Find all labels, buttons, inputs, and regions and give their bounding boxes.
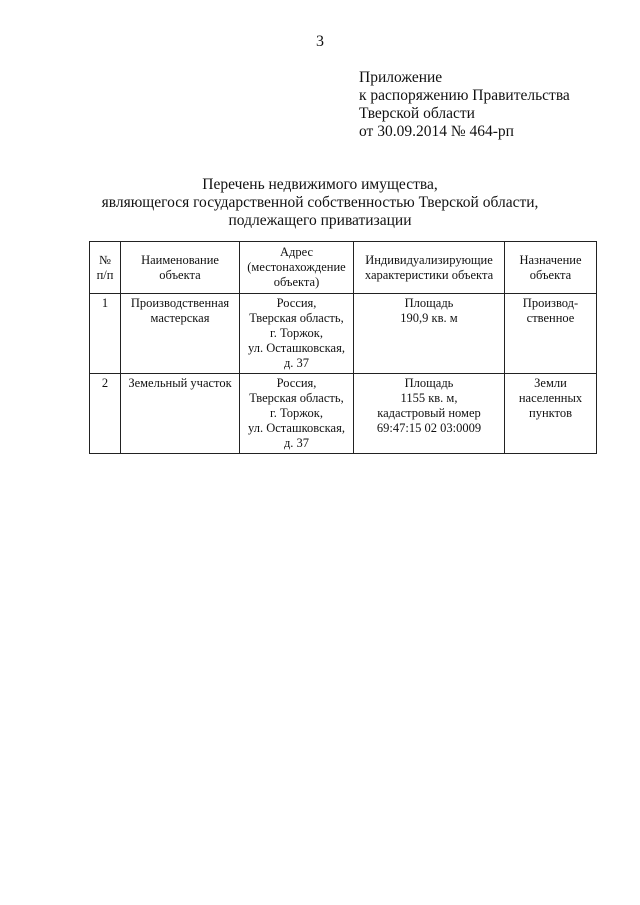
property-table	[89, 241, 597, 454]
cell-line: мастерская	[150, 311, 210, 325]
cell-line: Тверская область,	[249, 391, 344, 405]
title-line: подлежащего приватизации	[228, 212, 412, 229]
cell-line: ул. Осташковская,	[248, 421, 345, 435]
header-line: Индивидуализирующие	[365, 252, 493, 267]
title-line: являющегося государственной собственностью Тверской области,	[101, 194, 539, 211]
cell-address	[240, 374, 354, 454]
table-row	[90, 294, 597, 374]
cell-line: Производственная	[130, 296, 230, 310]
header-line: Адрес	[279, 245, 314, 259]
cell-num: 2	[90, 374, 121, 454]
cell-name	[121, 294, 240, 374]
appendix-line: Приложение	[359, 69, 443, 86]
cell-line: 69:47:15 02 03:0009	[376, 421, 482, 435]
appendix-block	[359, 69, 570, 141]
header-line: Наименование	[141, 252, 219, 267]
header-line: (местонахождение	[247, 260, 346, 274]
table-row	[90, 374, 597, 454]
header-line: п/п	[96, 267, 114, 282]
title-line: Перечень недвижимого имущества,	[202, 176, 438, 193]
header-purpose	[505, 242, 597, 294]
header-line: объекта	[529, 267, 572, 282]
document-title	[0, 176, 640, 230]
header-line: №	[99, 252, 111, 267]
cell-line: населенных	[518, 391, 583, 405]
cell-line: Россия,	[276, 296, 317, 310]
header-num	[90, 242, 121, 294]
appendix-line: от 30.09.2014 № 464-рп	[359, 123, 514, 140]
cell-line: Производ-	[522, 296, 579, 310]
cell-line: Земли	[534, 376, 567, 390]
cell-line: Земельный участок	[128, 376, 232, 390]
cell-line: д. 37	[283, 356, 310, 370]
cell-line: кадастровый номер	[377, 406, 481, 420]
cell-line: ственное	[526, 311, 575, 325]
cell-line: ул. Осташковская,	[248, 341, 345, 355]
cell-line: Россия,	[276, 376, 317, 390]
cell-line: Площадь	[404, 376, 454, 390]
header-address	[240, 242, 354, 294]
cell-num: 1	[90, 294, 121, 374]
cell-purpose	[505, 374, 597, 454]
cell-line: Тверская область,	[249, 311, 344, 325]
cell-line: 1155 кв. м,	[400, 391, 458, 405]
header-characteristics	[354, 242, 505, 294]
header-line: Назначение	[519, 252, 582, 267]
cell-line: г. Торжок,	[270, 406, 323, 420]
cell-name	[121, 374, 240, 454]
cell-line: д. 37	[283, 436, 310, 450]
cell-characteristics	[354, 294, 505, 374]
cell-line: Площадь	[404, 296, 454, 310]
header-line: характеристики объекта	[364, 267, 494, 282]
header-name	[121, 242, 240, 294]
cell-line: г. Торжок,	[270, 326, 323, 340]
header-line: объекта	[159, 267, 201, 282]
cell-address	[240, 294, 354, 374]
cell-line: 190,9 кв. м	[400, 311, 458, 325]
appendix-line: к распоряжению Правительства	[359, 87, 570, 104]
appendix-line: Тверской области	[359, 105, 475, 122]
cell-characteristics	[354, 374, 505, 454]
header-line: объекта)	[273, 275, 320, 289]
page-number: 3	[316, 33, 324, 50]
cell-purpose	[505, 294, 597, 374]
cell-line: пунктов	[529, 406, 572, 420]
table-header-row	[90, 242, 597, 294]
